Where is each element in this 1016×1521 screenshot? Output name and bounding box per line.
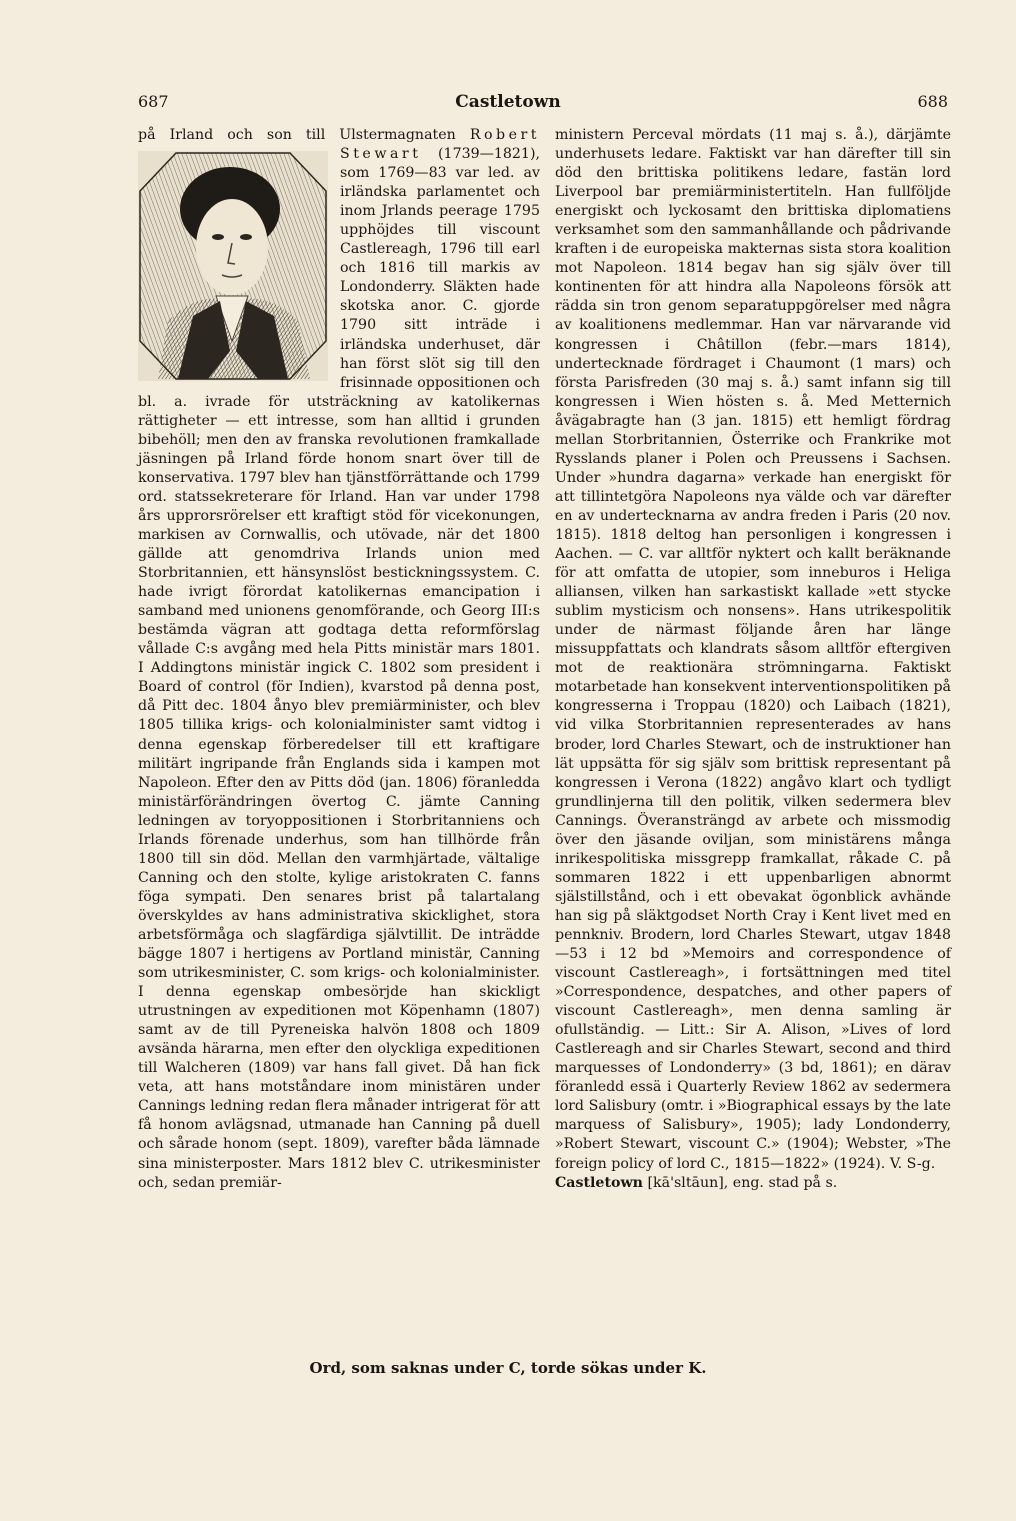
left-column (138, 126, 540, 1193)
right-column (555, 126, 951, 1193)
article-paragraph (138, 126, 540, 1193)
castlereagh-portrait (138, 151, 328, 381)
article-intro: på Irland och son till Ulstermagnaten (138, 127, 470, 143)
page-header (0, 92, 1016, 122)
entry-definition: [kā'sltāun], eng. stad på s. (643, 1174, 838, 1191)
entry-headword: Castletown (555, 1174, 643, 1191)
running-title: Castletown (455, 92, 561, 112)
article-continuation: ministern Perceval mördats (11 maj s. å.), därjämte underhusets ledare. Faktiskt var han därefter till sin död den brittiska politikens ledare, fastän lord Liverpool bar premiärministertiteln. Han fullföljde energiskt och lyckosamt den brittiska diplomatiens verksamhet som den sammanhållande och pådrivande kraften i de europeiska makternas sista stora koalition mot Napoleon. 1814 begav han sig själv över till kontinenten för att hindra alla Napoleons försök att rädda sin tron genom separatuppgörelser med några av koalitionens medlemmar. Han var närvarande vid kongressen i Châtillon (febr.—mars 1814), undertecknade fördraget i Chaumont (1 mars) och första Parisfreden (30 maj s. å.) samt infann sig till kongressen i Wien hösten s. å. Med Metternich åvägabragte han (3 jan. 1815) ett hemligt fördrag mellan Storbritannien, Österrike och Frankrike mot Rysslands planer i Polen och Preussens i Sachsen. Under »hundra dagarna» verkade han energiskt för att tillintetgöra Napoleons nya välde och var därefter en av undertecknarna av andra freden i Paris (20 nov. 1815). 1818 deltog han personligen i kongressen i Aachen. — C. var alltför nyktert och kallt beräknande för att omfatta de utopier, som inneburos i Heliga alliansen, vilken han sarkastiskt kallade »ett stycke sublim mysticism och nonsens». Hans utrikespolitik under de närmast följande åren har länge missuppfattats och klandrats såsom alltför eftergiven mot de reaktionära strömningarna. Faktiskt motarbetade han konsekvent interventionspolitiken på kongresserna i Troppau (1820) och Laibach (1821), vid vilka Storbritannien representerades av hans broder, lord Charles Stewart, och de instruktioner han lät uppsätta för sig själv som brittisk representant på kongressen i Verona (1822) angåvo klart och tydligt grundlinjerna till den politik, vilken sedermera blev Cannings. Överansträngd av arbete och missmodig över den jäsande oviljan, som ministärens många inrikespolitiska missgrepp framkallat, råkade C. på sommaren 1822 i ett uppenbarligen abnormt själstillstånd, och i ett obevakat ögonblick avhände han sig på släktgodset North Cray i Kent livet med en pennkniv. Brodern, lord Charles Stewart, utgav 1848—53 i 12 bd »Memoirs and correspondence of viscount Castlereagh», i fortsättningen med titel »Correspondence, despatches, and other papers of viscount Castlereagh», men denna samling är ofullständig. — Litt.: Sir A. Alison, »Lives of lord Castlereagh and sir Charles Stewart, second and third marquesses of Londonderry» (3 bd, 1861); en därav föranledd essä i Quarterly Review 1862 av sedermera lord Salisbury (omtr. i »Biographical essays by the late marquess of Salisbury», 1905); lady Londonderry, »Robert Stewart, viscount C.» (1904); Webster, »The foreign policy of lord C., 1815—1822» (1924). V. S-g. (555, 127, 951, 1172)
page-number-right: 688 (917, 92, 948, 111)
entry-castletown (555, 1174, 951, 1193)
footer-note: Ord, som saknas under C, torde sökas under K. (309, 1359, 707, 1377)
article-body-left: (1739—1821), som 1769—83 var led. av irländska parlamentet och inom Jrlands peerage 1795 upphöjdes till viscount Castlereagh, 1796 till earl och 1816 till markis av Londonderry. Släkten hade skotska anor. C. gjorde 1790 sitt inträde i irländska underhuset, där han först slöt sig till den frisinnade oppositionen och bl. a. ivrade för utsträckning av katolikernas rättigheter — ett intresse, som han alltid i grunden bibehöll; men den av franska revolutionen framkallade jäsningen på Irland förde honom snart över till de konservativa. 1797 blev han tjänstförrättande och 1799 ord. statssekreterare för Irland. Han var under 1798 års upprorsrörelser ett kraftigt stöd för vicekonungen, markisen av Cornwallis, och utövade, när det 1800 gällde att genomdriva Irlands union med Storbritannien, ett hänsynslöst bestickningssystem. C. hade ivrigt förordat katolikernas emancipation i samband med unionens genomförande, och Georg III:s bestämda vägran att godtaga detta reformförslag vållade C:s avgång med hela Pitts ministär mars 1801. I Addingtons ministär ingick C. 1802 som president i Board of control (för Indien), kvarstod på denna post, då Pitt dec. 1804 ånyo blev premiärminister, och blev 1805 tillika krigs- och kolonialminister samt vidtog i denna egenskap förberedelser till ett kraftigare militärt ingripande från Englands sida i kampen mot Napoleon. Efter den av Pitts död (jan. 1806) föranledda ministärförändringen övertog C. jämte Canning ledningen av toryoppositionen i Storbritanniens och Irlands förenade underhus, som han tillhörde från 1800 till sin död. Mellan den varmhjärtade, vältalige Canning och den stolte, kylige aristokraten C. fanns föga sympati. Den senares brist på talartalang överskyldes av hans administrativa skicklighet, stora arbetsförmåga och slagfärdiga självtillit. De inträdde bägge 1807 i hertigens av Portland ministär, Canning som utrikesminister, C. som krigs- och kolonialminister. I denna egenskap ombesörjde han skickligt utrustningen av expeditionen mot Köpenhamn (1807) samt av de till Pyreneiska halvön 1808 och 1809 avsända härarna, men efter den olyckliga expeditionen till Walcheren (1809) var hans fall givet. Då han fick veta, att hans motståndare inom ministären under Cannings ledning redan flera månader intrigerat för att få honom avlägsnad, utmanade han Canning på duell och sårade honom (sept. 1809), varefter båda lämnade sina ministerposter. Mars 1812 blev C. utrikesminister och, sedan premiär- (138, 146, 540, 1191)
page-number-left: 687 (138, 92, 169, 111)
father-name: Robert Stewart (340, 127, 540, 163)
